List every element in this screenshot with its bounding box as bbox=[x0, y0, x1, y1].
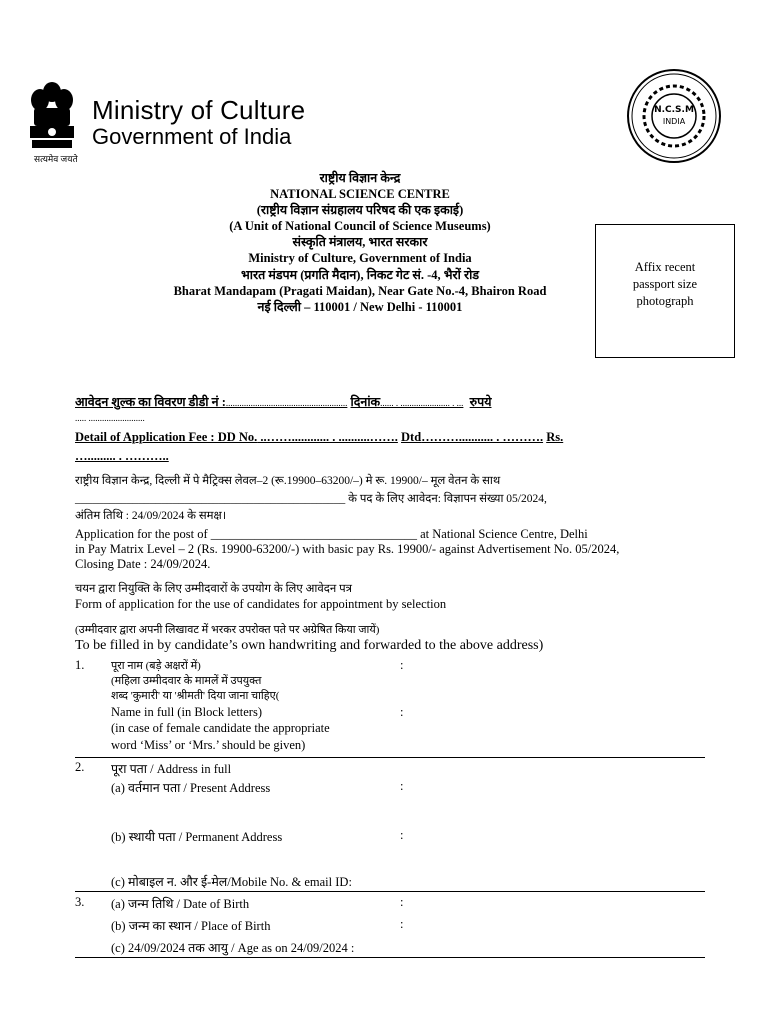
fill-instruction-english: To be filled in by candidate’s own handwriting and forwarded to the above address) bbox=[75, 638, 544, 653]
ministry-title bbox=[92, 96, 305, 150]
name-label-english: Name in full (in Block letters) bbox=[111, 705, 263, 719]
fee-hindi-rupees-label: रुपये bbox=[469, 395, 492, 409]
photograph-box[interactable] bbox=[595, 224, 735, 358]
fee-hindi-date-label: दिनांक bbox=[350, 395, 381, 409]
post-english-line3: Closing Date : 24/09/2024. bbox=[75, 557, 211, 571]
post-hindi-line1: राष्ट्रीय विज्ञान केन्द्र, दिल्ली में पे मैट्रिक्स लेवल–2 (रू.19900–63200/–) मे रू. 19900/– मूल वेतन के साथ bbox=[75, 475, 501, 487]
ncsm-seal-logo bbox=[626, 68, 722, 164]
dob-label: (a) जन्म तिथि / Date of Birth bbox=[111, 897, 250, 911]
form-title-hindi: चयन द्वारा नियुक्ति के लिए उम्मीदवारों के उपयोग के लिए आवेदन पत्र bbox=[75, 583, 352, 595]
colon: : bbox=[400, 658, 404, 672]
national-emblem-logo bbox=[22, 78, 82, 160]
name-note-hindi: (महिला उम्मीदवार के मामलें में उपयुक्त bbox=[111, 675, 262, 687]
fee-english-dtd-label: Dtd bbox=[401, 430, 422, 444]
name-note-english: (in case of female candidate the appropriate bbox=[111, 721, 330, 735]
fee-english-rs-label: Rs. bbox=[546, 430, 564, 444]
fee-english-dd-field[interactable]: ..……............ . ..........……. bbox=[257, 430, 398, 444]
birthplace-label: (b) जन्म का स्थान / Place of Birth bbox=[111, 919, 271, 933]
present-address-label: (a) वर्तमान पता / Present Address bbox=[111, 781, 271, 795]
fee-english-label: Detail of Application Fee : DD No. bbox=[75, 430, 258, 444]
ministry-line1: Ministry of Culture bbox=[92, 95, 306, 125]
divider bbox=[75, 891, 705, 892]
name-note-hindi: शब्द 'कुमारी' या 'श्रीमती' दिया जाना चाहिए( bbox=[111, 690, 280, 702]
item-number: 2. bbox=[75, 760, 85, 774]
post-english-line1: Application for the post of _________________________________ at National Science Centre, Delhi bbox=[75, 527, 588, 541]
item-number: 1. bbox=[75, 658, 85, 672]
name-note-english: word ‘Miss’ or ‘Mrs.’ should be given) bbox=[111, 738, 306, 752]
fee-hindi-date-field[interactable]: ...... . ...................... . ... bbox=[380, 398, 464, 408]
institution-line: संस्कृति मंत्रालय, भारत सरकार bbox=[292, 235, 428, 250]
fee-english-continuation[interactable]: …......... . ……….. bbox=[75, 449, 169, 463]
birthplace-field[interactable]: : bbox=[400, 917, 404, 931]
institution-line: Bharat Mandapam (Pragati Maidan), Near Gate No.-4, Bhairon Road bbox=[173, 283, 547, 298]
divider bbox=[75, 757, 705, 758]
form-title-english: Form of application for the use of candidates for appointment by selection bbox=[75, 597, 447, 611]
name-label-hindi: पूरा नाम (बड़े अक्षरों में) bbox=[111, 660, 201, 672]
institution-address-block bbox=[150, 170, 570, 315]
fee-english-date-field[interactable]: ………........... . ………. bbox=[421, 430, 544, 444]
institution-line: (A Unit of National Council of Science Museums) bbox=[229, 219, 491, 234]
institution-line: भारत मंडपम (प्रगति मैदान), निकट गेट सं. -4, भैरों रोड bbox=[240, 267, 480, 282]
fee-details-hindi[interactable] bbox=[75, 393, 635, 410]
institution-line: NATIONAL SCIENCE CENTRE bbox=[270, 187, 450, 202]
fee-hindi-continuation[interactable]: ..... ......................... bbox=[75, 413, 145, 423]
dob-field[interactable]: : bbox=[400, 895, 404, 909]
permanent-address-label: (b) स्थायी पता / Permanent Address bbox=[111, 830, 283, 844]
institution-line: नई दिल्ली – 110001 / New Delhi - 110001 bbox=[257, 299, 463, 314]
fee-hindi-dd-field[interactable]: ...................................................... bbox=[225, 398, 348, 408]
fee-hindi-label: आवेदन शुल्क का विवरण डीडी नं : bbox=[75, 395, 226, 409]
present-address-field[interactable]: : bbox=[400, 779, 404, 793]
institution-line: (राष्ट्रीय विज्ञान संग्रहालय परिषद की एक इकाई) bbox=[256, 203, 464, 218]
svg-text:INDIA: INDIA bbox=[662, 117, 686, 126]
post-hindi-line3: अंतिम तिथि : 24/09/2024 के समक्ष। bbox=[75, 510, 227, 522]
fill-instruction-hindi: (उम्मीदवार द्वारा अपनी लिखावट में भरकर उपरोक्त पते पर अग्रेषित किया जायें) bbox=[75, 624, 380, 636]
post-english-line2: in Pay Matrix Level – 2 (Rs. 19900-63200/-) with basic pay Rs. 19900/- against Advertisement No. 05/2024, bbox=[75, 542, 620, 556]
institution-line: राष्ट्रीय विज्ञान केन्द्र bbox=[319, 171, 401, 185]
ministry-line2: Government of India bbox=[92, 124, 292, 149]
item-number: 3. bbox=[75, 895, 85, 909]
mobile-email-label[interactable]: (c) मोबाइल न. और ई-मेल/Mobile No. & email ID: bbox=[111, 875, 352, 889]
permanent-address-field[interactable]: : bbox=[400, 828, 404, 842]
name-field[interactable]: : bbox=[400, 705, 404, 719]
fee-details-english[interactable] bbox=[75, 430, 635, 445]
age-label[interactable]: (c) 24/09/2024 तक आयु / Age as on 24/09/2024 : bbox=[111, 941, 355, 955]
institution-line: Ministry of Culture, Government of India bbox=[248, 251, 472, 266]
address-heading: पूरा पता / Address in full bbox=[111, 762, 232, 776]
svg-text:N.C.S.M: N.C.S.M bbox=[654, 105, 694, 115]
photograph-box-label: Affix recent passport size photograph bbox=[632, 260, 698, 308]
post-hindi-line2: _______________________________________________ के पद के लिए आवेदन: विज्ञापन संख्या 05/2024, bbox=[75, 493, 547, 505]
emblem-motto: सत्यमेव जयते bbox=[34, 154, 78, 164]
divider bbox=[75, 957, 705, 958]
